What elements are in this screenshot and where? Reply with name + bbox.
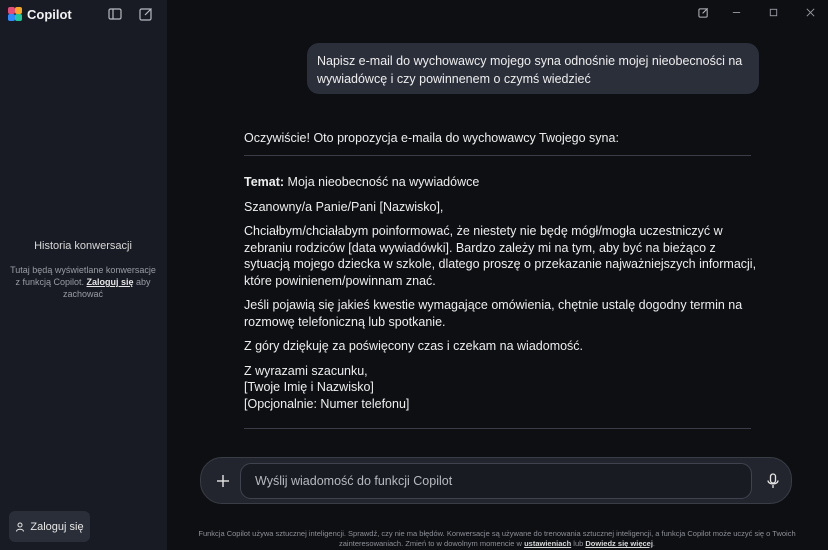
email-signature-phone: [Opcjonalnie: Numer telefonu]: [244, 396, 410, 411]
message-input[interactable]: [240, 463, 752, 499]
email-paragraph-1: Chciałbym/chciałabym poinformować, że niestety nie będę mógł/mogła uczestniczyć w zebraniu rodziców [data wywiadówki]. Bardzo zależy mi na tym, aby być na bieżąco z sytuacją mojego dziecka w szkole, dlatego proszę o przekazanie najważniejszych informacji, które powinienem/powinnam znać.: [244, 224, 757, 288]
email-paragraph-2: Jeśli pojawią się jakieś kwestie wymagające omówienia, chętnie ustalę dogodny termin na rozmowę telefoniczną lub spotkanie.: [244, 298, 743, 329]
login-button-label: Zaloguj się: [30, 520, 84, 533]
composer: [200, 457, 792, 504]
sidebar: [0, 0, 167, 550]
login-button[interactable]: [9, 511, 90, 542]
email-subject: Moja nieobecność na wywiadówce: [287, 175, 480, 189]
reply-divider-top: [244, 155, 751, 156]
close-icon[interactable]: [803, 5, 817, 19]
history-description: [8, 264, 158, 300]
email-closing: Z wyrazami szacunku,: [244, 363, 368, 378]
history-section: [8, 240, 158, 300]
email-paragraph-3: Z góry dziękuję za poświęcony czas i czekam na wiadomość.: [244, 339, 584, 353]
disclaimer-text-2: lub: [573, 539, 584, 548]
app-name: Copilot: [27, 6, 72, 22]
sidebar-toggle-icon[interactable]: [108, 7, 122, 19]
disclaimer-text-1: Funkcja Copilot używa sztucznej inteligencji. Sprawdź, czy nie ma błędów. Konwersacje są używane do trenowania sztucznej inteligencji, a funkcja Copilot może uczyć się o Twoich zainteresowaniach. Zmień to w dowolnym momencie w: [198, 529, 796, 548]
email-subject-line: [244, 174, 764, 191]
email-draft: [244, 174, 764, 412]
microphone-icon[interactable]: [757, 465, 789, 497]
history-text-1: Tutaj będą wyświetlane konwersacje z funkcją Copilot.: [10, 265, 156, 287]
history-text-2: aby zachować: [62, 277, 151, 299]
email-greeting: Szanowny/a Panie/Pani [Nazwisko],: [244, 199, 444, 214]
email-subject-label: Temat:: [244, 175, 285, 189]
learn-more-link[interactable]: Dowiedz się więcej: [585, 539, 653, 548]
new-chat-icon[interactable]: [139, 7, 153, 19]
user-message: Napisz e-mail do wychowawcy mojego syna odnośnie mojej nieobecności na wywiadówcę i czy powinnenem o czymś wiedzieć: [307, 43, 759, 94]
email-signature-name: [Twoje Imię i Nazwisko]: [244, 380, 374, 394]
reply-divider-bottom: [244, 428, 751, 429]
maximize-icon[interactable]: [766, 5, 780, 19]
person-icon: [15, 522, 25, 532]
settings-link[interactable]: ustawieniach: [524, 539, 572, 548]
app-logo[interactable]: [8, 6, 72, 22]
compose-icon[interactable]: [696, 5, 710, 19]
copilot-logo-icon: [8, 7, 22, 21]
disclaimer-text-3: .: [652, 539, 656, 548]
history-login-link[interactable]: Zaloguj się: [86, 277, 134, 287]
disclaimer: [195, 529, 799, 549]
main-panel: [167, 0, 828, 550]
email-signature: [244, 363, 764, 413]
assistant-reply-intro: Oczywiście! Oto propozycja e-maila do wychowawcy Twojego syna:: [244, 131, 619, 145]
history-title: Historia konwersacji: [34, 240, 132, 252]
minimize-icon[interactable]: [729, 5, 743, 19]
plus-icon[interactable]: [207, 465, 239, 497]
